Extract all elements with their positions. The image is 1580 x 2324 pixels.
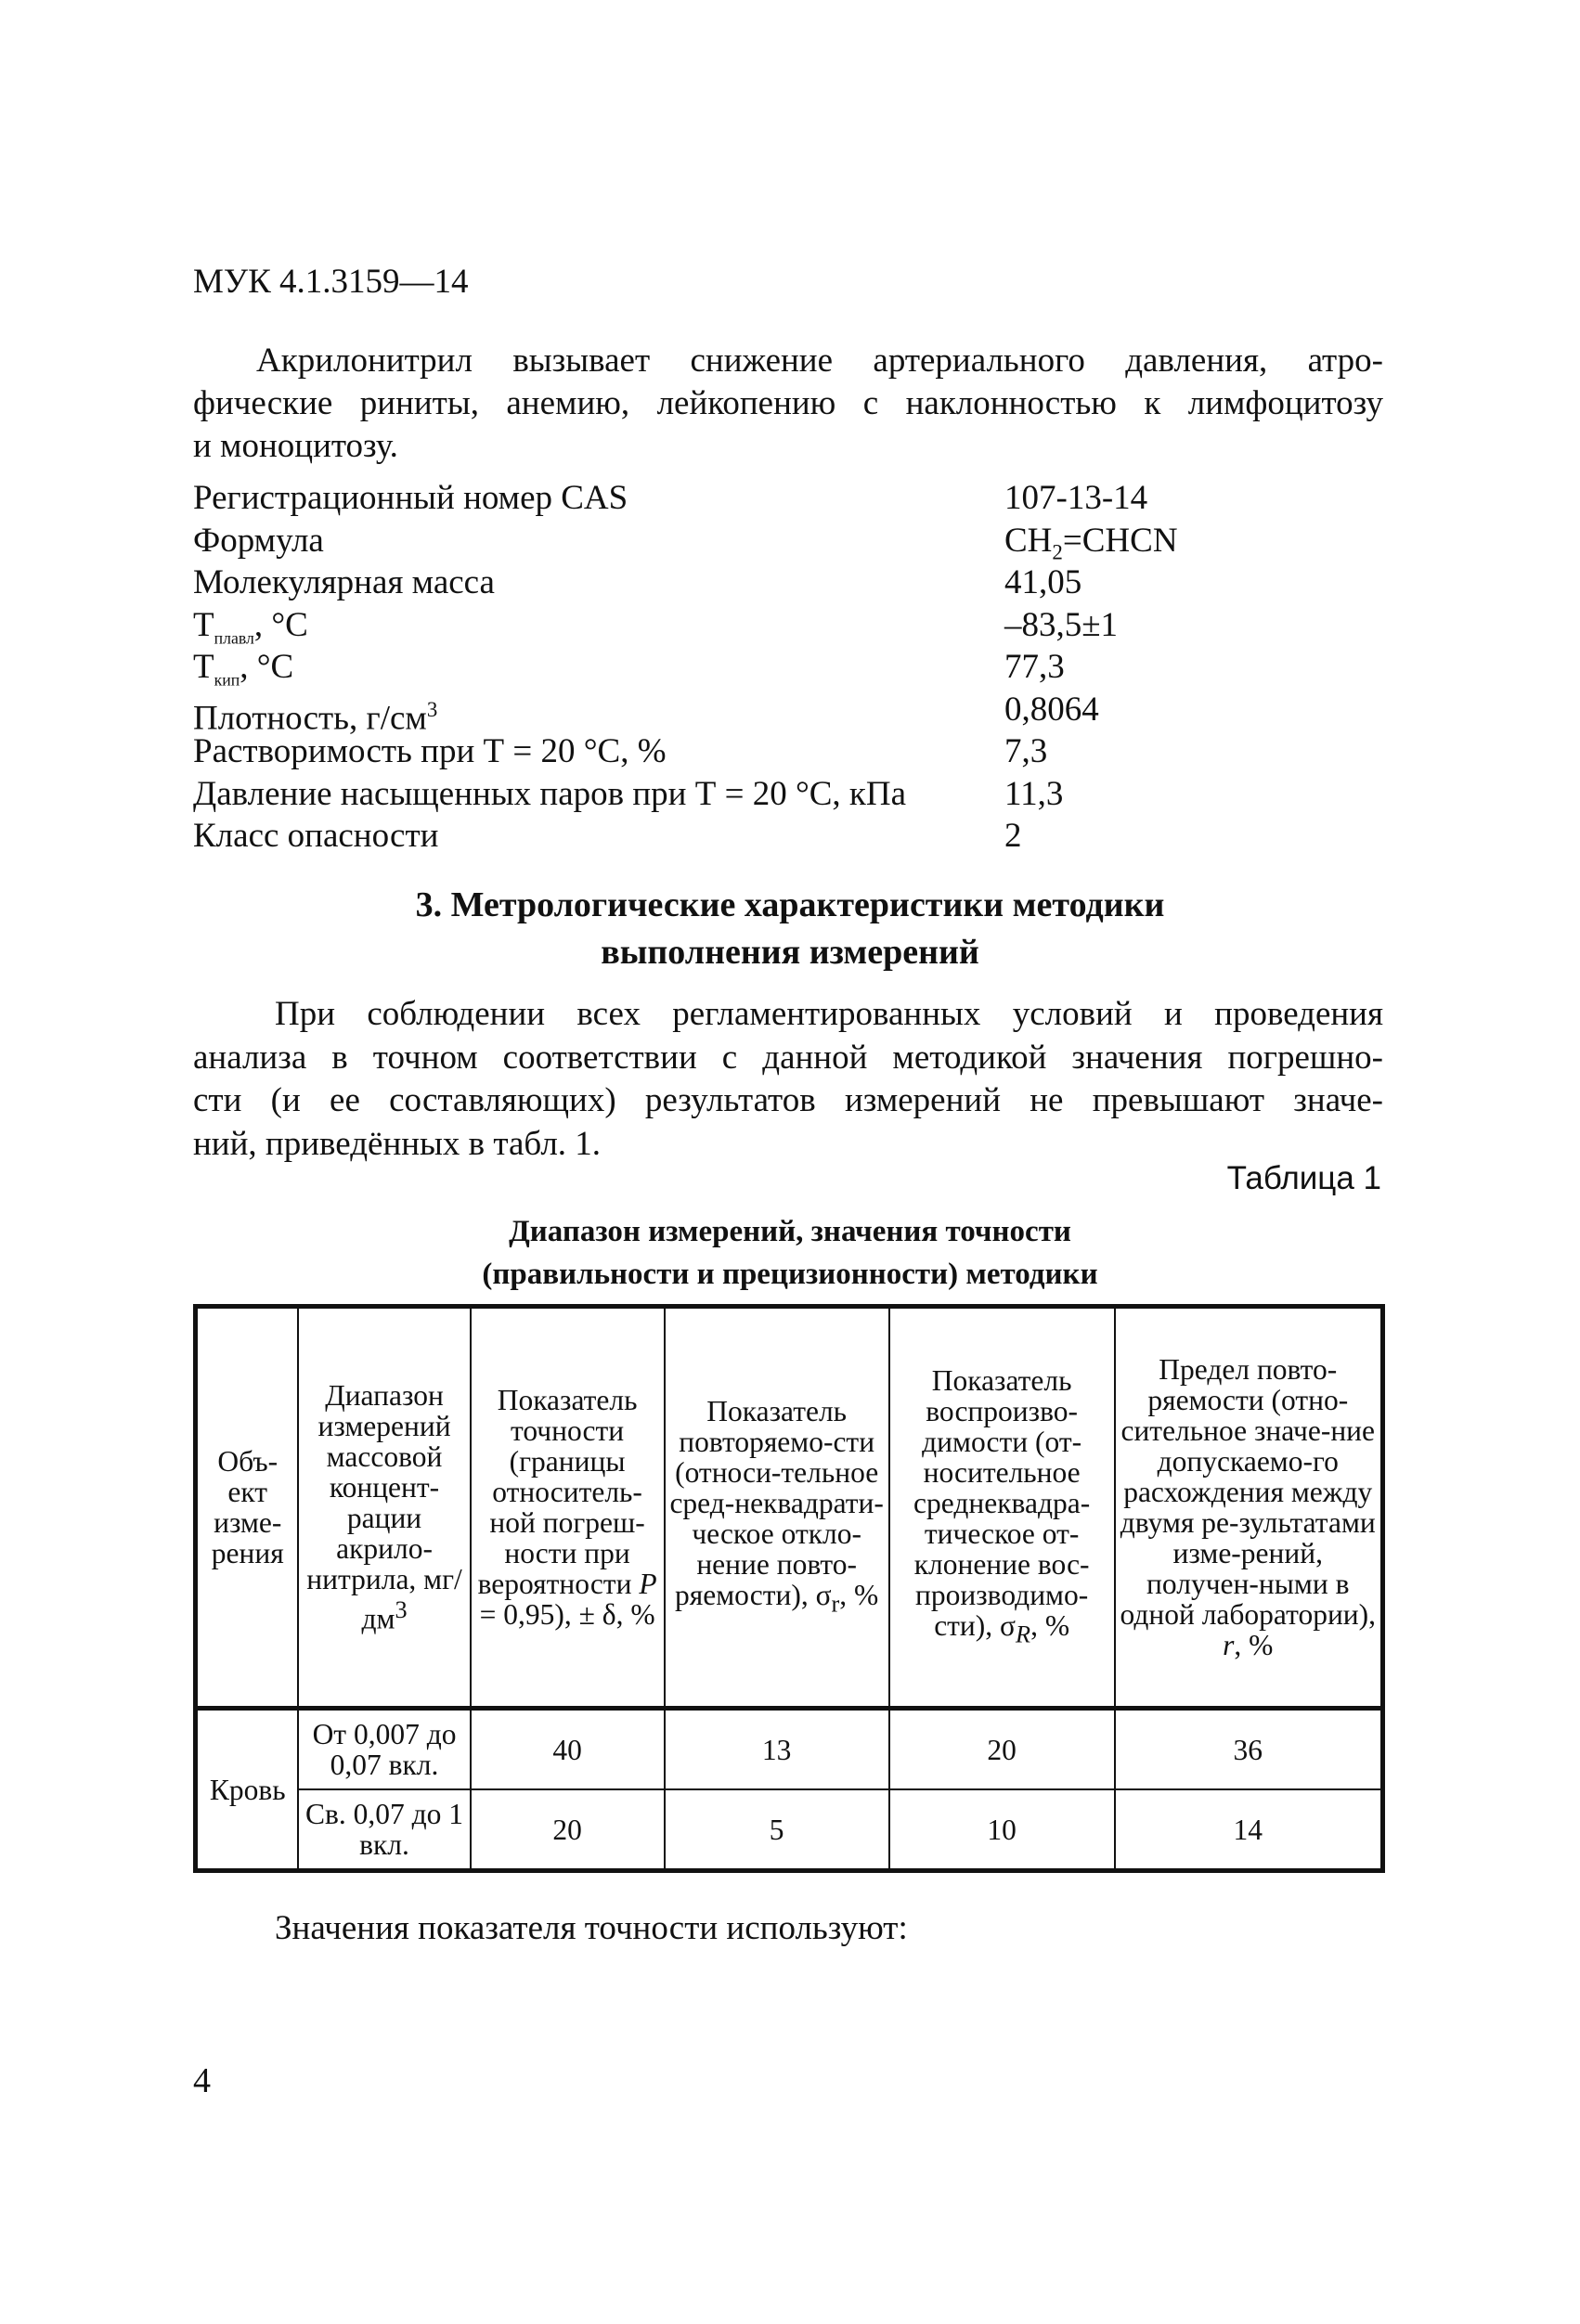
property-value: –83,5±1	[1004, 605, 1119, 644]
cell-object: Кровь	[196, 1709, 299, 1871]
paragraph-line: анализа в точном соответствии с данной методикой значения погрешно-	[193, 1038, 1383, 1077]
cell-repeatability: 5	[665, 1789, 889, 1871]
property-value: 11,3	[1004, 774, 1064, 813]
cell-reproducibility: 20	[889, 1709, 1115, 1790]
after-table-text: Значения показателя точности используют:	[275, 1909, 908, 1947]
metrology-table	[193, 1304, 1385, 1873]
table-number: Таблица 1	[1226, 1160, 1381, 1196]
section-heading-line: выполнения измерений	[601, 933, 979, 972]
document-code-header: МУК 4.1.3159—14	[193, 263, 469, 301]
table-title-line: (правильности и прецизионности) методики	[482, 1258, 1098, 1291]
intro-paragraph	[193, 340, 1383, 468]
paragraph-line: При соблюдении всех регламентированных условий и проведения	[275, 995, 1383, 1033]
property-value: $CH_2=CHCN$	[1004, 521, 1178, 563]
header-object: Объ-ект изме-рения	[196, 1307, 299, 1709]
table-header-row	[196, 1307, 1383, 1709]
property-value: 107-13-14	[1004, 479, 1148, 517]
header-range: Диапазон измерений массовой концент-рации акрило-нитрила, $мг/дм^3$	[298, 1307, 470, 1709]
header-reproducibility: Показатель воспроизво-димости (от-носительное среднеквадра-тическое от-клонение вос-производимо-сти), $\sigma_R$, %	[889, 1307, 1115, 1709]
property-value: 7,3	[1004, 732, 1048, 770]
cell-range: От 0,007 до 0,07 вкл.	[298, 1709, 470, 1790]
property-label: $Т_{плавл}$, °С	[193, 605, 308, 647]
property-value: 77,3	[1004, 648, 1065, 686]
header-repeatability-limit: Предел повто-ряемости (отно-сительное значе-ние допускаемо-го расхождения между двумя ре-зультатами изме-рений, получен-ными в одной лаборатории), r, %	[1115, 1307, 1383, 1709]
cell-range: Св. 0,07 до 1 вкл.	[298, 1789, 470, 1871]
paragraph-line: ний, приведённых в табл. 1.	[193, 1124, 602, 1163]
header-accuracy: Показатель точности (границы относитель-ной погреш-ности при вероятности P = 0,95), ± δ, %	[471, 1307, 665, 1709]
property-value: 0,8064	[1004, 690, 1099, 729]
table-title	[0, 1210, 1580, 1296]
section-heading-line: 3. Метрологические характеристики методики	[415, 885, 1165, 924]
table-row	[196, 1709, 1383, 1790]
property-label: Регистрационный номер CAS	[193, 479, 628, 517]
property-label: Давление насыщенных паров при Т = 20 °С, кПа	[193, 774, 907, 813]
intro-line: Акрилонитрил вызывает снижение артериального давления, атро-	[256, 342, 1383, 380]
property-value: 41,05	[1004, 563, 1082, 601]
page-number: 4	[193, 2061, 211, 2100]
intro-line: фические риниты, анемию, лейкопению с наклонностью к лимфоцитозу	[193, 384, 1383, 422]
cell-reproducibility: 10	[889, 1789, 1115, 1871]
cell-repeatability: 13	[665, 1709, 889, 1790]
property-value: 2	[1004, 817, 1022, 855]
property-label: Формула	[193, 521, 324, 560]
header-repeatability: Показатель повторяемо-сти (относи-тельное сред-неквадрати-ческое откло-нение повто-ряемости), $\sigma_r$, %	[665, 1307, 889, 1709]
section-paragraph	[193, 993, 1383, 1166]
property-label: Класс опасности	[193, 817, 439, 855]
cell-accuracy: 20	[471, 1789, 665, 1871]
property-label: Плотность, $г/см^3$	[193, 697, 438, 737]
property-label: Молекулярная масса	[193, 563, 495, 601]
cell-limit: 36	[1115, 1709, 1383, 1790]
table-row	[196, 1789, 1383, 1871]
table-title-line: Диапазон измерений, значения точности	[509, 1215, 1071, 1248]
property-label: $Т_{кип}$, °С	[193, 648, 294, 690]
paragraph-line: сти (и ее составляющих) результатов измерений не превышают значе-	[193, 1081, 1383, 1119]
cell-limit: 14	[1115, 1789, 1383, 1871]
section-heading	[0, 882, 1580, 976]
cell-accuracy: 40	[471, 1709, 665, 1790]
intro-line: и моноцитозу.	[193, 427, 398, 465]
property-label: Растворимость при Т = 20 °С, %	[193, 732, 667, 770]
